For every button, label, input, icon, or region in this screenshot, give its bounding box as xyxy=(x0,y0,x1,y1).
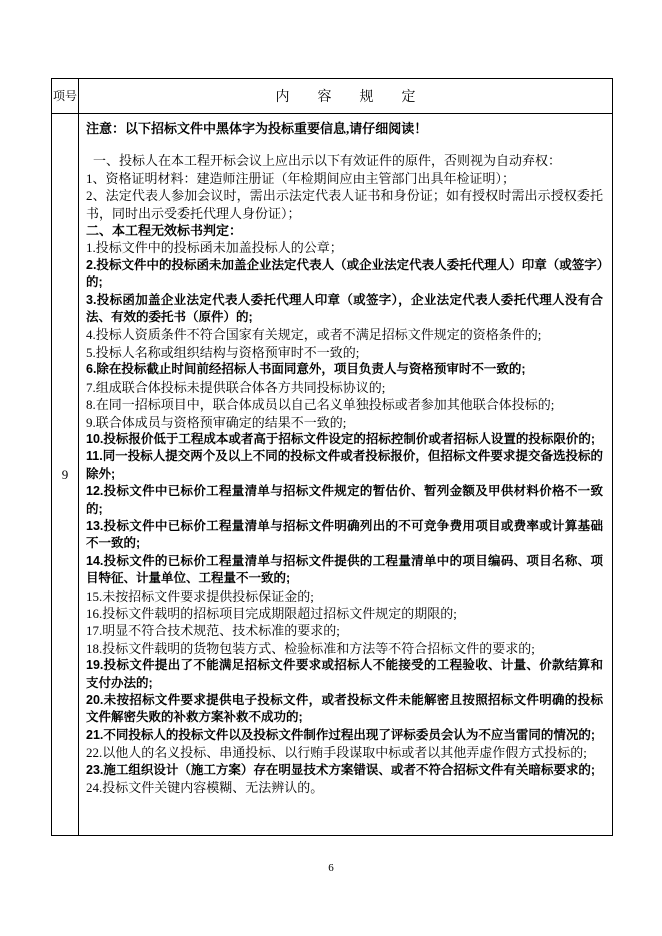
section1-item: 2、法定代表人参加会议时，需出示法定代表人证书和身份证；如有授权时需出示授权委托书，同时出示受委托代理人身份证）； xyxy=(86,188,603,221)
section2-item: 8.在同一招标项目中，联合体成员以自己名义单独投标或者参加其他联合体投标的; xyxy=(86,397,555,413)
section2-item: 3.投标函加盖企业法定代表人委托代理人印章（或签字），企业法定代表人委托代理人没有合法、有效的委托书（原件）的; xyxy=(86,292,603,325)
section2-item: 19.投标文件提出了不能满足招标文件要求或招标人不能接受的工程验收、计量、价款结算和支付办法的; xyxy=(86,658,603,690)
section1-title: 一、投标人在本工程开标会议上应出示以下有效证件的原件，否则视为自动弃权： xyxy=(93,153,562,169)
section2-item: 15.未按招标文件要求提供投标保证金的; xyxy=(86,588,314,604)
section2-item: 20.未按招标文件要求提供电子投标文件，或者投标文件未能解密且按照招标文件明确的投标文件解密失败的补救方案补救不成功的; xyxy=(86,693,603,725)
content-cell xyxy=(79,114,613,836)
section2-item: 16.投标文件载明的招标项目完成期限超过招标文件规定的期限的; xyxy=(86,605,457,621)
section2-item: 12.投标文件中已标价工程量清单与招标文件规定的暂估价、暂列金额及甲供材料价格不一致的; xyxy=(86,484,603,516)
section2-item: 5.投标人名称或组织结构与资格预审时不一致的; xyxy=(86,344,360,360)
table-header-row xyxy=(52,79,613,114)
section2-item: 4.投标人资质条件不符合国家有关规定，或者不满足招标文件规定的资格条件的; xyxy=(86,327,542,343)
section2-item: 9.联合体成员与资格预审确定的结果不一致的; xyxy=(86,414,347,430)
section2-item: 22.以他人的名义投标、串通投标、以行贿手段谋取中标或者以其他弄虚作假方式投标的; xyxy=(86,745,587,761)
section2-item: 2.投标文件中的投标函未加盖企业法定代表人（或企业法定代表人委托代理人）印章（或签字）的; xyxy=(86,257,603,290)
section2-item: 18.投标文件载明的货物包装方式、检验标准和方法等不符合招标文件的要求的; xyxy=(86,640,535,656)
section2-item: 24.投标文件关键内容模糊、无法辨认的。 xyxy=(86,780,324,796)
section1-item: 1、资格证明材料：建造师注册证（年检期间应由主管部门出具年检证明）； xyxy=(86,170,516,186)
section2-item: 21.不同投标人的投标文件以及投标文件制作过程出现了评标委员会认为不应当雷同的情况的; xyxy=(86,727,596,742)
table-body-row xyxy=(52,114,613,836)
section2-item: 7.组成联合体投标未提供联合体各方共同投标协议的; xyxy=(86,379,386,395)
section2-item: 10.投标报价低于工程成本或者高于招标文件设定的招标控制价或者招标人设置的投标限价的; xyxy=(86,431,596,446)
section2-item: 6.除在投标截止时间前经招标人书面同意外，项目负责人与资格预审时不一致的; xyxy=(86,362,526,377)
header-content: 内 容 规 定 xyxy=(79,79,613,114)
page-number: 6 xyxy=(328,862,334,874)
notice-line: 注意：以下招标文件中黑体字为投标重要信息,请仔细阅读！ xyxy=(86,121,428,136)
item-number-cell: 9 xyxy=(52,114,79,836)
section2-item: 17.明显不符合技术规范、技术标准的要求的; xyxy=(86,623,340,639)
section2-item: 13.投标文件中已标价工程量清单与招标文件明确列出的不可竞争费用项目或费率或计算基础不一致的; xyxy=(86,518,603,551)
section2-title: 二、本工程无效标书判定： xyxy=(86,223,243,239)
section2-item: 23.施工组织设计（施工方案）存在明显技术方案错误、或者不符合招标文件有关暗标要求的; xyxy=(86,762,596,777)
header-item-no: 项号 xyxy=(52,79,79,114)
section2-item: 1.投标文件中的投标函未加盖投标人的公章； xyxy=(86,240,343,256)
section2-item: 14.投标文件的已标价工程量清单与招标文件提供的工程量清单中的项目编码、项目名称、项目特征、计量单位、工程量不一致的; xyxy=(86,553,603,586)
content-table xyxy=(51,78,613,836)
section2-item: 11.同一投标人提交两个及以上不同的投标文件或者投标报价，但招标文件要求提交备选投标的除外; xyxy=(86,449,603,481)
